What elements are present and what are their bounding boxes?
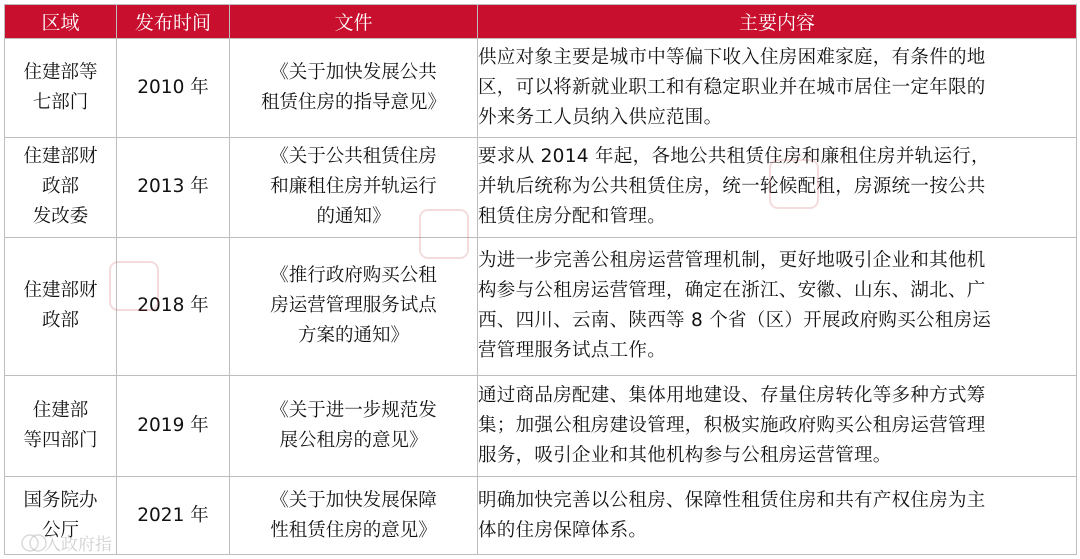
header-region: 区域	[5, 5, 117, 39]
region-line: 住建部财	[23, 280, 98, 302]
document-line: 展公租房的意见》	[279, 429, 428, 451]
document-line: 方案的通知》	[297, 325, 409, 347]
cell-region	[5, 137, 117, 237]
cell-date: 2013 年	[117, 137, 230, 237]
content-line: 租赁住房分配和管理。	[478, 206, 667, 228]
header-date: 发布时间	[117, 5, 230, 39]
cell-region	[5, 375, 117, 477]
cell-document	[230, 137, 478, 237]
cell-content	[478, 39, 1077, 138]
document-line: 《推行政府购买公租	[270, 265, 437, 287]
content-line: 区，可以将新就业职工和有稳定职业并在城市居住一定年限的	[478, 76, 986, 98]
document-line: 和廉租住房并轨运行	[270, 176, 437, 198]
document-line: 的通知》	[316, 206, 391, 228]
region-line: 住建部等	[23, 61, 98, 83]
cell-region	[5, 39, 117, 138]
region-line: 国务院办	[23, 489, 98, 511]
document-line: 租赁住房的指导意见》	[260, 91, 446, 113]
header-document: 文件	[230, 5, 478, 39]
cell-region	[5, 477, 117, 555]
cell-date: 2010 年	[117, 39, 230, 138]
content-line: 营管理服务试点工作。	[478, 340, 667, 362]
region-line: 政部	[41, 310, 79, 332]
document-line: 《关于公共租赁住房	[270, 146, 437, 168]
watermark-text: 入政府指	[44, 535, 112, 555]
content-line: 要求从 2014 年起，各地公共租赁住房和廉租住房并轨运行，	[478, 146, 990, 168]
cell-content	[478, 477, 1077, 555]
region-line: 住建部	[32, 399, 89, 421]
content-line: 服务，吸引企业和其他机构参与公租房运营管理。	[478, 444, 892, 466]
content-line: 明确加快完善以公租房、保障性租赁住房和共有产权住房为主	[478, 489, 986, 511]
cell-document	[230, 237, 478, 375]
cell-content	[478, 237, 1077, 375]
content-line: 并轨后统称为公共租赁住房，统一轮候配租，房源统一按公共	[478, 176, 986, 198]
cell-document	[230, 375, 478, 477]
policy-table	[4, 4, 1077, 555]
cell-date: 2018 年	[117, 237, 230, 375]
document-line: 《关于进一步规范发	[270, 399, 437, 421]
content-line: 体的住房保障体系。	[478, 519, 648, 541]
content-line: 为进一步完善公租房运营管理机制，更好地吸引企业和其他机	[478, 250, 986, 272]
content-line: 集；加强公租房建设管理，积极实施政府购买公租房运营管理	[478, 414, 986, 436]
region-line: 七部门	[32, 91, 89, 113]
table-row	[5, 477, 1077, 555]
cell-document	[230, 477, 478, 555]
cell-date: 2021 年	[117, 477, 230, 555]
region-line: 发改委	[32, 206, 89, 228]
cell-region	[5, 237, 117, 375]
table-row	[5, 375, 1077, 477]
content-line: 通过商品房配建、集体用地建设、存量住房转化等多种方式筹	[478, 384, 986, 406]
document-line: 《关于加快发展公共	[270, 61, 437, 83]
region-line: 公厅	[41, 519, 79, 541]
header-row	[5, 5, 1077, 39]
document-line: 房运营管理服务试点	[270, 295, 437, 317]
region-line: 住建部财	[23, 146, 98, 168]
region-line: 等四部门	[23, 429, 98, 451]
table-row	[5, 137, 1077, 237]
table-row	[5, 39, 1077, 138]
content-line: 构参与公租房运营管理，确定在浙江、安徽、山东、湖北、广	[478, 280, 986, 302]
cell-content	[478, 137, 1077, 237]
document-line: 《关于加快发展保障	[270, 489, 437, 511]
cell-document	[230, 39, 478, 138]
document-line: 性租赁住房的意见》	[270, 519, 437, 541]
cell-date: 2019 年	[117, 375, 230, 477]
region-line: 政部	[41, 176, 79, 198]
cell-content	[478, 375, 1077, 477]
content-line: 西、四川、云南、陕西等 8 个省（区）开展政府购买公租房运	[478, 310, 992, 332]
table-row	[5, 237, 1077, 375]
content-line: 供应对象主要是城市中等偏下收入住房困难家庭，有条件的地	[478, 46, 986, 68]
header-content: 主要内容	[478, 5, 1077, 39]
content-line: 外来务工人员纳入供应范围。	[478, 106, 723, 128]
